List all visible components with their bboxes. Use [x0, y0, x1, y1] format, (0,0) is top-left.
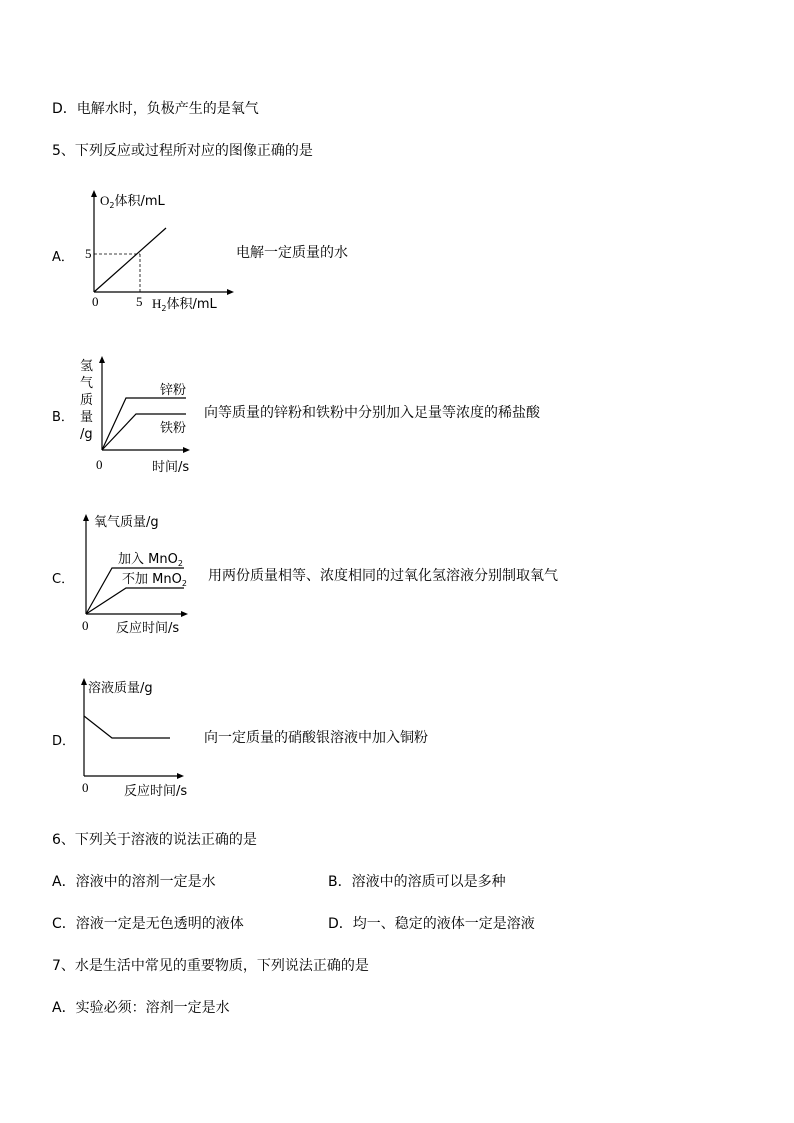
q7-stem: 7、水是生活中常见的重要物质，下列说法正确的是: [52, 958, 369, 974]
q6-option-d: D．均一、稳定的液体一定是溶液: [328, 916, 535, 932]
origin-label: 0: [82, 618, 89, 633]
q5-option-a-graph: [80, 188, 240, 318]
q5-option-c-letter: C．: [52, 572, 75, 587]
y-axis-arrow: [91, 190, 97, 197]
series-label-iron: 铁粉: [160, 421, 187, 436]
q5-option-d-desc: 向一定质量的硝酸银溶液中加入铜粉: [204, 730, 428, 746]
q5-stem: 5、下列反应或过程所对应的图像正确的是: [52, 143, 313, 159]
y-label-char-3: 质: [80, 393, 94, 408]
x-axis-arrow: [227, 289, 234, 295]
q5-option-a-letter: A．: [52, 250, 74, 265]
x-tick-5: 5: [136, 294, 143, 309]
x-axis-label: 反应时间/s: [116, 621, 180, 636]
y-axis-arrow: [99, 356, 105, 363]
y-axis-label: $O_2$体积/mL: [100, 193, 165, 210]
y-axis-arrow: [83, 514, 89, 521]
q5-option-b-graph: [74, 352, 204, 477]
q5-option-b-letter: B．: [52, 410, 74, 425]
q5-option-c-desc: 用两份质量相等、浓度相同的过氧化氢溶液分别制取氧气: [208, 568, 558, 584]
q5-option-b-desc: 向等质量的锌粉和铁粉中分别加入足量等浓度的稀盐酸: [204, 405, 540, 421]
solution-mass-line: [84, 716, 170, 738]
series-label-with-mno2: 加入 MnO$_2$: [118, 552, 183, 568]
origin-label: 0: [96, 457, 103, 472]
y-axis-label: 氧气质量/g: [94, 515, 159, 530]
y-axis-label: 溶液质量/g: [88, 681, 153, 696]
q7-option-a: A．实验必须：溶剂一定是水: [52, 1000, 230, 1016]
q5-option-d-letter: D．: [52, 734, 76, 749]
series-label-zinc: 锌粉: [160, 383, 187, 398]
x-axis-label: 反应时间/s: [124, 784, 188, 799]
y-label-char-4: 量: [80, 410, 94, 425]
q6-option-c: C．溶液一定是无色透明的液体: [52, 916, 244, 932]
y-label-char-5: /g: [80, 427, 93, 442]
origin-label: 0: [82, 780, 89, 795]
x-axis-arrow: [183, 447, 190, 453]
y-label-char-1: 氢: [80, 359, 94, 374]
q6-option-b: B．溶液中的溶质可以是多种: [328, 874, 506, 890]
q5-option-c-graph: [76, 508, 206, 638]
q5-option-a-desc: 电解一定质量的水: [236, 245, 348, 261]
y-label-char-2: 气: [80, 376, 94, 391]
q6-stem: 6、下列关于溶液的说法正确的是: [52, 832, 257, 848]
y-axis-arrow: [81, 678, 87, 685]
x-axis-arrow: [177, 773, 184, 779]
x-axis-label: $H_2$体积/mL: [152, 296, 217, 313]
q6-option-a: A．溶液中的溶剂一定是水: [52, 874, 216, 890]
x-axis-label: 时间/s: [152, 460, 190, 475]
without-mno2-line: [86, 588, 184, 614]
y-tick-5: 5: [85, 246, 92, 261]
data-line: [94, 228, 166, 292]
origin-label: 0: [92, 294, 99, 309]
q5-option-d-graph: [76, 672, 206, 802]
series-label-without-mno2: 不加 MnO$_2$: [122, 572, 187, 588]
x-axis-arrow: [181, 611, 188, 617]
q4-option-d: D．电解水时，负极产生的是氧气: [52, 101, 259, 117]
